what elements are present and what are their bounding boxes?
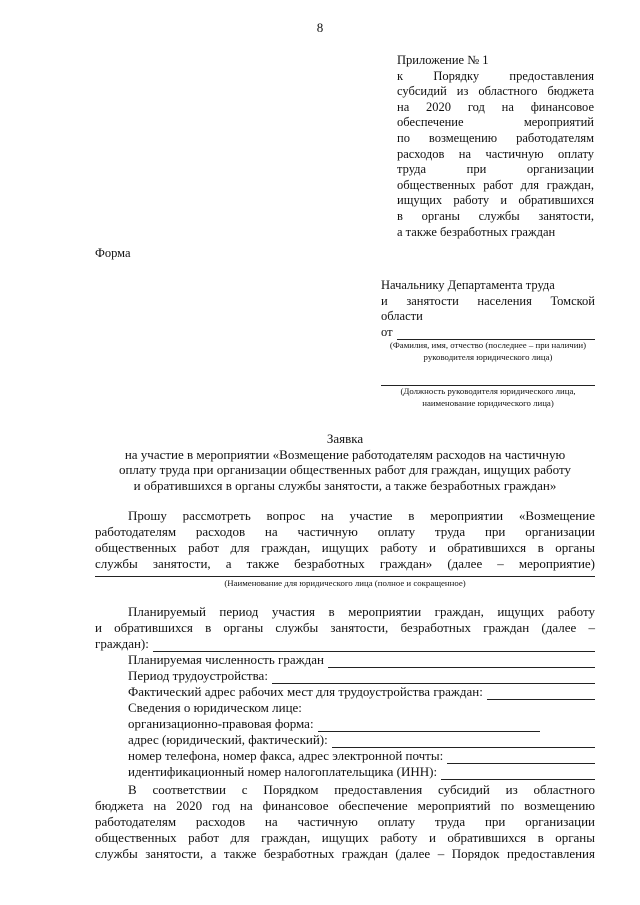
employment-period-field[interactable] <box>95 668 595 684</box>
inn-blank[interactable] <box>441 768 595 780</box>
request-paragraph <box>95 508 595 589</box>
legal-form-blank[interactable] <box>318 720 540 732</box>
appendix-line: в органы службы занятости, <box>397 208 594 223</box>
closing-line: В соответствии с Порядком предоставления субсидий из областного <box>128 782 595 797</box>
legal-entity-info-label: Сведения о юридическом лице: <box>128 700 302 715</box>
heading-line: оплату труда при организации общественных работ для граждан, ищущих работу <box>118 462 572 478</box>
employment-period-blank[interactable] <box>272 672 595 684</box>
name-note: (Фамилия, имя, отчество (последнее – при наличии) руководителя юридического лица) <box>389 340 587 362</box>
inn-field[interactable] <box>95 764 595 780</box>
workplace-address-blank[interactable] <box>487 688 595 700</box>
addressee-line: и занятости населения Томской <box>381 293 595 308</box>
closing-line: бюджета на 2020 год на финансовое обеспечение мероприятий по возмещению <box>95 798 595 813</box>
appendix-line: по возмещению работодателям <box>397 130 594 145</box>
addressee-block <box>381 278 595 409</box>
request-line: службы занятости, а также безработных граждан» (далее – мероприятие) <box>95 556 595 571</box>
form-label: Форма <box>95 246 131 260</box>
page-number: 8 <box>316 20 324 35</box>
participation-period-blank[interactable] <box>153 640 595 652</box>
organization-name-caption: (Наименование для юридического лица (полное и сокращенное) <box>224 578 466 588</box>
request-line: Прошу рассмотреть вопрос на участие в мероприятии «Возмещение <box>128 508 595 523</box>
closing-line: общественных работ для граждан, ищущих работу и обратившихся в органы <box>95 830 595 845</box>
appendix-line: труда при организации <box>397 162 594 177</box>
request-line: работодателям расходов на частичную оплату труда при организации <box>95 524 595 539</box>
headcount-blank[interactable] <box>328 656 595 668</box>
heading-line: и обратившихся в органы службы занятости, а также безработных граждан» <box>133 477 557 493</box>
appendix-line: расходов на частичную оплату <box>397 146 594 161</box>
legal-form-label: организационно-правовая форма: <box>128 716 314 731</box>
workplace-address-label: Фактический адрес рабочих мест для трудоустройства граждан: <box>128 684 483 699</box>
heading-line: на участие в мероприятии «Возмещение работодателям расходов на частичную <box>124 446 566 462</box>
appendix-line: субсидий из областного бюджета <box>397 84 594 99</box>
contacts-blank[interactable] <box>447 752 595 764</box>
position-blank[interactable] <box>381 371 595 386</box>
addressee-line: Начальнику Департамента труда <box>381 278 555 292</box>
employment-period-label: Период трудоустройства: <box>128 668 268 683</box>
period-label: граждан): <box>95 636 149 651</box>
closing-line: работодателям расходов на частичную оплату труда при организации <box>95 814 595 829</box>
appendix-reference <box>397 53 594 240</box>
appendix-line: Приложение № 1 <box>397 53 489 67</box>
headcount-field[interactable] <box>95 652 595 668</box>
addressee-line: области <box>381 309 423 324</box>
address-blank[interactable] <box>332 736 595 748</box>
contacts-label: номер телефона, номер факса, адрес электронной почты: <box>128 748 444 763</box>
workplace-address-field[interactable] <box>95 684 595 700</box>
appendix-line: общественных работ для граждан, <box>397 177 594 192</box>
contacts-field[interactable] <box>95 748 595 764</box>
address-label: адрес (юридический, фактический): <box>128 732 328 747</box>
closing-paragraph <box>95 782 595 862</box>
headcount-label: Планируемая численность граждан <box>128 652 324 667</box>
fields-section <box>95 604 595 780</box>
period-line: и обратившихся в органы службы занятости, безработных граждан (далее – <box>95 620 595 635</box>
appendix-line: ищущих работу и обратившихся <box>397 193 594 208</box>
request-line: общественных работ для граждан, ищущих работу и обратившихся в органы <box>95 540 595 555</box>
inn-label: идентификационный номер налогоплательщика (ИНН): <box>128 764 438 779</box>
legal-entity-info-heading <box>95 700 595 716</box>
application-heading <box>95 431 595 493</box>
legal-form-field[interactable] <box>95 716 595 732</box>
applicant-name-blank[interactable] <box>397 326 595 340</box>
address-field[interactable] <box>95 732 595 748</box>
appendix-line: а также безработных граждан <box>397 224 556 239</box>
appendix-line: на 2020 год на финансовое <box>397 99 594 114</box>
from-field[interactable] <box>381 325 595 341</box>
heading-title: Заявка <box>326 431 364 446</box>
position-note: (Должность руководителя юридического лица, наименование юридического лица) <box>400 386 576 408</box>
period-line: Планируемый период участия в мероприятии граждан, ищущих работу <box>128 604 595 619</box>
appendix-line: обеспечение мероприятий <box>397 115 594 130</box>
appendix-line: к Порядку предоставления <box>397 68 594 83</box>
from-label: от <box>381 324 393 339</box>
closing-line: службы занятости, а также безработных граждан (далее – Порядок предоставления <box>95 846 595 861</box>
participation-period-field[interactable] <box>95 636 595 652</box>
